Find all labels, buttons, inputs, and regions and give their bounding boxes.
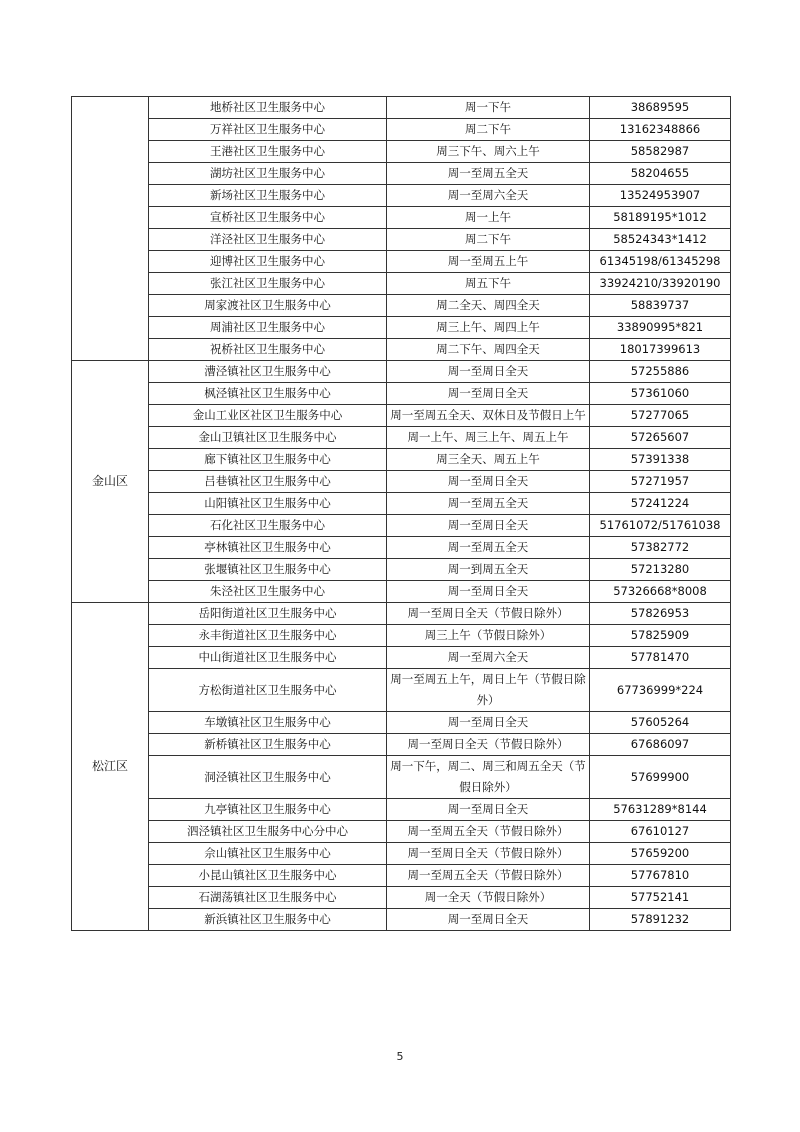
- service-hours-cell: 周三上午、周四上午: [387, 317, 590, 339]
- service-hours-cell: 周一至周五全天: [387, 493, 590, 515]
- table-row: [72, 449, 731, 471]
- phone-cell: 57752141: [590, 887, 731, 909]
- phone-cell: 57826953: [590, 603, 731, 625]
- table-row: [72, 119, 731, 141]
- phone-cell: 67686097: [590, 734, 731, 756]
- phone-cell: 57781470: [590, 647, 731, 669]
- service-hours-cell: 周一至周五全天（节假日除外）: [387, 821, 590, 843]
- table-body: [72, 97, 731, 931]
- center-name-cell: 新场社区卫生服务中心: [149, 185, 387, 207]
- service-hours-cell: 周一至周六全天: [387, 647, 590, 669]
- table-row: [72, 887, 731, 909]
- phone-cell: 57631289*8144: [590, 799, 731, 821]
- center-name-cell: 洋泾社区卫生服务中心: [149, 229, 387, 251]
- service-hours-cell: 周一下午，周二、周三和周五全天（节假日除外）: [387, 756, 590, 799]
- table-row: [72, 515, 731, 537]
- phone-cell: 18017399613: [590, 339, 731, 361]
- center-name-cell: 万祥社区卫生服务中心: [149, 119, 387, 141]
- phone-cell: 13524953907: [590, 185, 731, 207]
- table-row: [72, 141, 731, 163]
- table-row: [72, 405, 731, 427]
- center-name-cell: 吕巷镇社区卫生服务中心: [149, 471, 387, 493]
- table-row: [72, 603, 731, 625]
- table-row: [72, 669, 731, 712]
- phone-cell: 57391338: [590, 449, 731, 471]
- service-hours-cell: 周一全天（节假日除外）: [387, 887, 590, 909]
- service-hours-cell: 周一至周日全天: [387, 515, 590, 537]
- table-row: [72, 317, 731, 339]
- table-row: [72, 383, 731, 405]
- clinic-schedule-table: [71, 96, 731, 931]
- phone-cell: 58582987: [590, 141, 731, 163]
- service-hours-cell: 周一到周五全天: [387, 559, 590, 581]
- service-hours-cell: 周一下午: [387, 97, 590, 119]
- service-hours-cell: 周一至周日全天: [387, 471, 590, 493]
- phone-cell: 57241224: [590, 493, 731, 515]
- phone-cell: 58524343*1412: [590, 229, 731, 251]
- service-hours-cell: 周一至周日全天: [387, 383, 590, 405]
- phone-cell: 57767810: [590, 865, 731, 887]
- phone-cell: 57213280: [590, 559, 731, 581]
- table-row: [72, 756, 731, 799]
- service-hours-cell: 周二全天、周四全天: [387, 295, 590, 317]
- service-hours-cell: 周一至周五全天、双休日及节假日上午: [387, 405, 590, 427]
- service-hours-cell: 周一至周日全天: [387, 581, 590, 603]
- phone-cell: 58204655: [590, 163, 731, 185]
- service-hours-cell: 周一至周日全天（节假日除外）: [387, 603, 590, 625]
- center-name-cell: 方松街道社区卫生服务中心: [149, 669, 387, 712]
- phone-cell: 57659200: [590, 843, 731, 865]
- table-row: [72, 581, 731, 603]
- center-name-cell: 佘山镇社区卫生服务中心: [149, 843, 387, 865]
- center-name-cell: 湖坊社区卫生服务中心: [149, 163, 387, 185]
- center-name-cell: 周浦社区卫生服务中心: [149, 317, 387, 339]
- service-hours-cell: 周一至周五全天（节假日除外）: [387, 865, 590, 887]
- phone-cell: 61345198/61345298: [590, 251, 731, 273]
- phone-cell: 57605264: [590, 712, 731, 734]
- phone-cell: 57277065: [590, 405, 731, 427]
- phone-cell: 33890995*821: [590, 317, 731, 339]
- phone-cell: 57271957: [590, 471, 731, 493]
- phone-cell: 38689595: [590, 97, 731, 119]
- phone-cell: 57361060: [590, 383, 731, 405]
- phone-cell: 58189195*1012: [590, 207, 731, 229]
- service-hours-cell: 周一至周五上午，周日上午（节假日除外）: [387, 669, 590, 712]
- phone-cell: 57825909: [590, 625, 731, 647]
- center-name-cell: 洞泾镇社区卫生服务中心: [149, 756, 387, 799]
- phone-cell: 57382772: [590, 537, 731, 559]
- center-name-cell: 王港社区卫生服务中心: [149, 141, 387, 163]
- table-row: [72, 647, 731, 669]
- district-cell: 松江区: [72, 603, 149, 931]
- phone-cell: 67736999*224: [590, 669, 731, 712]
- phone-cell: 67610127: [590, 821, 731, 843]
- service-hours-cell: 周一至周五上午: [387, 251, 590, 273]
- table-row: [72, 295, 731, 317]
- center-name-cell: 亭林镇社区卫生服务中心: [149, 537, 387, 559]
- center-name-cell: 朱泾社区卫生服务中心: [149, 581, 387, 603]
- table-row: [72, 251, 731, 273]
- center-name-cell: 泗泾镇社区卫生服务中心分中心: [149, 821, 387, 843]
- center-name-cell: 新浜镇社区卫生服务中心: [149, 909, 387, 931]
- service-hours-cell: 周一至周日全天: [387, 799, 590, 821]
- table-row: [72, 163, 731, 185]
- district-cell: 金山区: [72, 361, 149, 603]
- phone-cell: 57255886: [590, 361, 731, 383]
- table-row: [72, 909, 731, 931]
- service-hours-cell: 周一上午: [387, 207, 590, 229]
- table-row: [72, 734, 731, 756]
- table-row: [72, 625, 731, 647]
- center-name-cell: 迎博社区卫生服务中心: [149, 251, 387, 273]
- table-row: [72, 712, 731, 734]
- center-name-cell: 岳阳街道社区卫生服务中心: [149, 603, 387, 625]
- center-name-cell: 宣桥社区卫生服务中心: [149, 207, 387, 229]
- center-name-cell: 永丰街道社区卫生服务中心: [149, 625, 387, 647]
- table-row: [72, 273, 731, 295]
- table-row: [72, 97, 731, 119]
- service-hours-cell: 周三上午（节假日除外）: [387, 625, 590, 647]
- phone-cell: 13162348866: [590, 119, 731, 141]
- table-row: [72, 537, 731, 559]
- service-hours-cell: 周二下午、周四全天: [387, 339, 590, 361]
- table-row: [72, 207, 731, 229]
- table-row: [72, 471, 731, 493]
- center-name-cell: 车墩镇社区卫生服务中心: [149, 712, 387, 734]
- center-name-cell: 周家渡社区卫生服务中心: [149, 295, 387, 317]
- table-row: [72, 865, 731, 887]
- service-hours-cell: 周二下午: [387, 229, 590, 251]
- service-hours-cell: 周一上午、周三上午、周五上午: [387, 427, 590, 449]
- service-hours-cell: 周一至周五全天: [387, 163, 590, 185]
- center-name-cell: 廊下镇社区卫生服务中心: [149, 449, 387, 471]
- phone-cell: 57891232: [590, 909, 731, 931]
- service-hours-cell: 周一至周六全天: [387, 185, 590, 207]
- service-hours-cell: 周一至周日全天: [387, 712, 590, 734]
- center-name-cell: 中山街道社区卫生服务中心: [149, 647, 387, 669]
- center-name-cell: 漕泾镇社区卫生服务中心: [149, 361, 387, 383]
- center-name-cell: 石湖荡镇社区卫生服务中心: [149, 887, 387, 909]
- service-hours-cell: 周三下午、周六上午: [387, 141, 590, 163]
- center-name-cell: 山阳镇社区卫生服务中心: [149, 493, 387, 515]
- district-cell: [72, 97, 149, 361]
- page-number: 5: [396, 1050, 404, 1063]
- center-name-cell: 金山卫镇社区卫生服务中心: [149, 427, 387, 449]
- center-name-cell: 金山工业区社区卫生服务中心: [149, 405, 387, 427]
- table-row: [72, 185, 731, 207]
- center-name-cell: 九亭镇社区卫生服务中心: [149, 799, 387, 821]
- center-name-cell: 枫泾镇社区卫生服务中心: [149, 383, 387, 405]
- phone-cell: 51761072/51761038: [590, 515, 731, 537]
- center-name-cell: 新桥镇社区卫生服务中心: [149, 734, 387, 756]
- table-row: [72, 229, 731, 251]
- service-hours-cell: 周一至周日全天: [387, 361, 590, 383]
- phone-cell: 57699900: [590, 756, 731, 799]
- table-row: [72, 799, 731, 821]
- table-row: [72, 493, 731, 515]
- center-name-cell: 张堰镇社区卫生服务中心: [149, 559, 387, 581]
- phone-cell: 57265607: [590, 427, 731, 449]
- center-name-cell: 小昆山镇社区卫生服务中心: [149, 865, 387, 887]
- service-hours-cell: 周一至周日全天（节假日除外）: [387, 843, 590, 865]
- table-row: [72, 339, 731, 361]
- table-row: [72, 559, 731, 581]
- center-name-cell: 张江社区卫生服务中心: [149, 273, 387, 295]
- table-row: [72, 843, 731, 865]
- phone-cell: 57326668*8008: [590, 581, 731, 603]
- center-name-cell: 石化社区卫生服务中心: [149, 515, 387, 537]
- service-hours-cell: 周一至周日全天: [387, 909, 590, 931]
- center-name-cell: 地桥社区卫生服务中心: [149, 97, 387, 119]
- service-hours-cell: 周三全天、周五上午: [387, 449, 590, 471]
- phone-cell: 33924210/33920190: [590, 273, 731, 295]
- phone-cell: 58839737: [590, 295, 731, 317]
- table-row: [72, 361, 731, 383]
- service-hours-cell: 周一至周五全天: [387, 537, 590, 559]
- table-row: [72, 427, 731, 449]
- service-hours-cell: 周一至周日全天（节假日除外）: [387, 734, 590, 756]
- table-row: [72, 821, 731, 843]
- service-hours-cell: 周二下午: [387, 119, 590, 141]
- service-hours-cell: 周五下午: [387, 273, 590, 295]
- center-name-cell: 祝桥社区卫生服务中心: [149, 339, 387, 361]
